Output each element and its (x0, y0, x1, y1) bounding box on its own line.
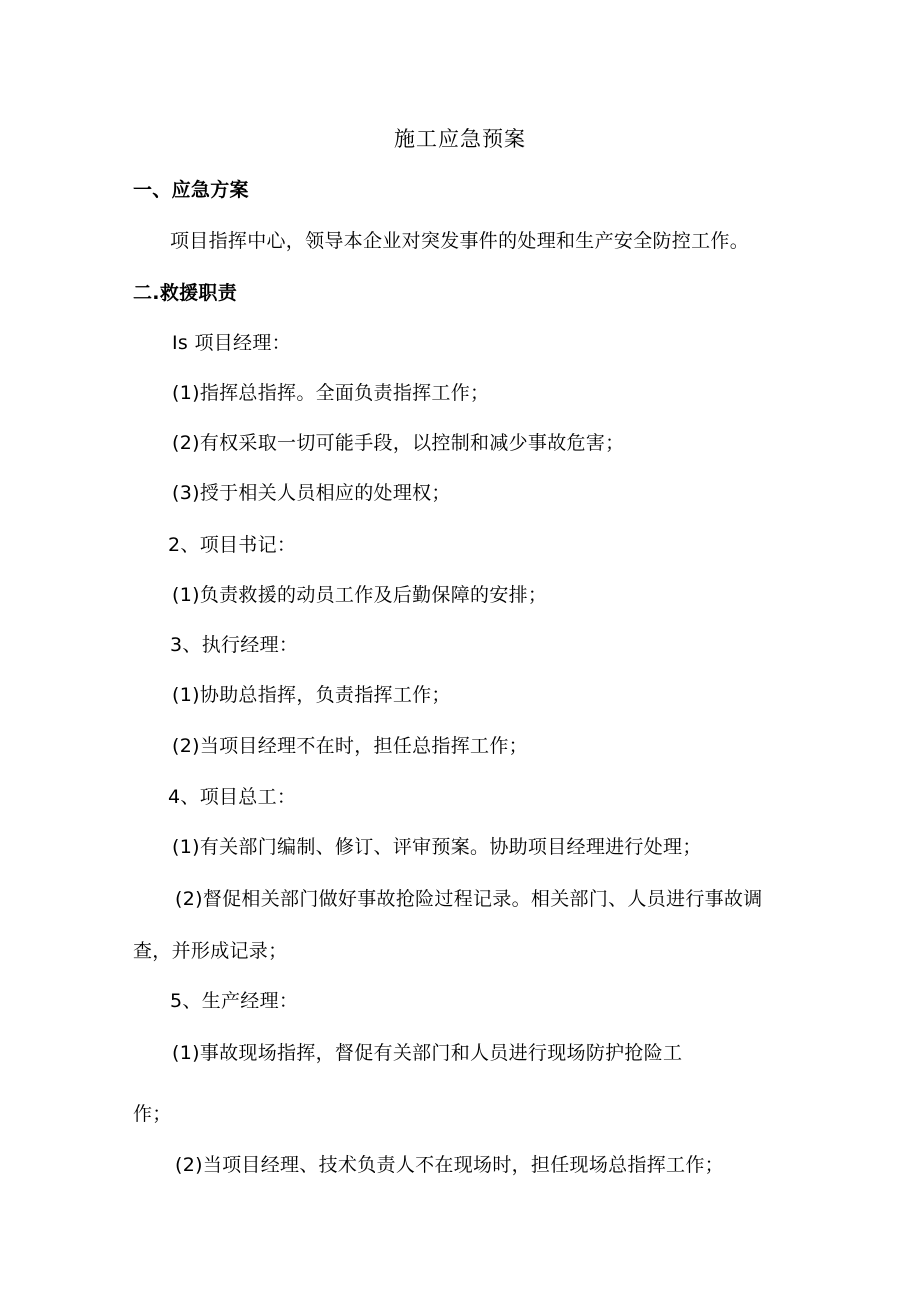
role-heading-project-manager: Is 项目经理： (172, 332, 291, 354)
role-heading-executive-manager: 3、执行经理： (170, 634, 299, 656)
duty-item: (1)指挥总指挥。全面负责指挥工作； (172, 382, 490, 404)
role-heading-project-secretary: 2、项目书记： (168, 534, 297, 556)
section-heading-emergency-plan: 一、应急方案 (133, 179, 249, 201)
duty-item: (2)有权采取一切可能手段，以控制和减少事故危害； (172, 432, 625, 454)
duty-item: (1)负责救援的动员工作及后勤保障的安排； (172, 584, 548, 606)
duty-item: (1)有关部门编制、修订、评审预案。协助项目经理进行处理； (172, 836, 702, 858)
role-heading-production-manager: 5、生产经理： (170, 990, 299, 1012)
duty-item: (2)当项目经理、技术负责人不在现场时，担任现场总指挥工作； (175, 1154, 724, 1176)
paragraph-command-center: 项目指挥中心，领导本企业对突发事件的处理和生产安全防控工作。 (170, 230, 750, 252)
duty-item: (1)事故现场指挥，督促有关部门和人员进行现场防护抢险工 (172, 1042, 683, 1064)
duty-item: (3)授于相关人员相应的处理权； (172, 482, 451, 504)
duty-item-continuation: 查，并形成记录； (133, 940, 288, 962)
duty-item: (2)当项目经理不在时，担任总指挥工作； (172, 735, 528, 757)
duty-item: (1)协助总指挥，负责指挥工作； (172, 684, 451, 706)
duty-item: (2)督促相关部门做好事故抢险过程记录。相关部门、人员进行事故调 (175, 888, 763, 910)
section-heading-rescue-duties: 二.救援职责 (133, 282, 238, 304)
duty-item-continuation: 作； (133, 1103, 172, 1125)
document-title: 施工应急预案 (394, 127, 526, 151)
role-heading-chief-engineer: 4、项目总工： (168, 786, 297, 808)
